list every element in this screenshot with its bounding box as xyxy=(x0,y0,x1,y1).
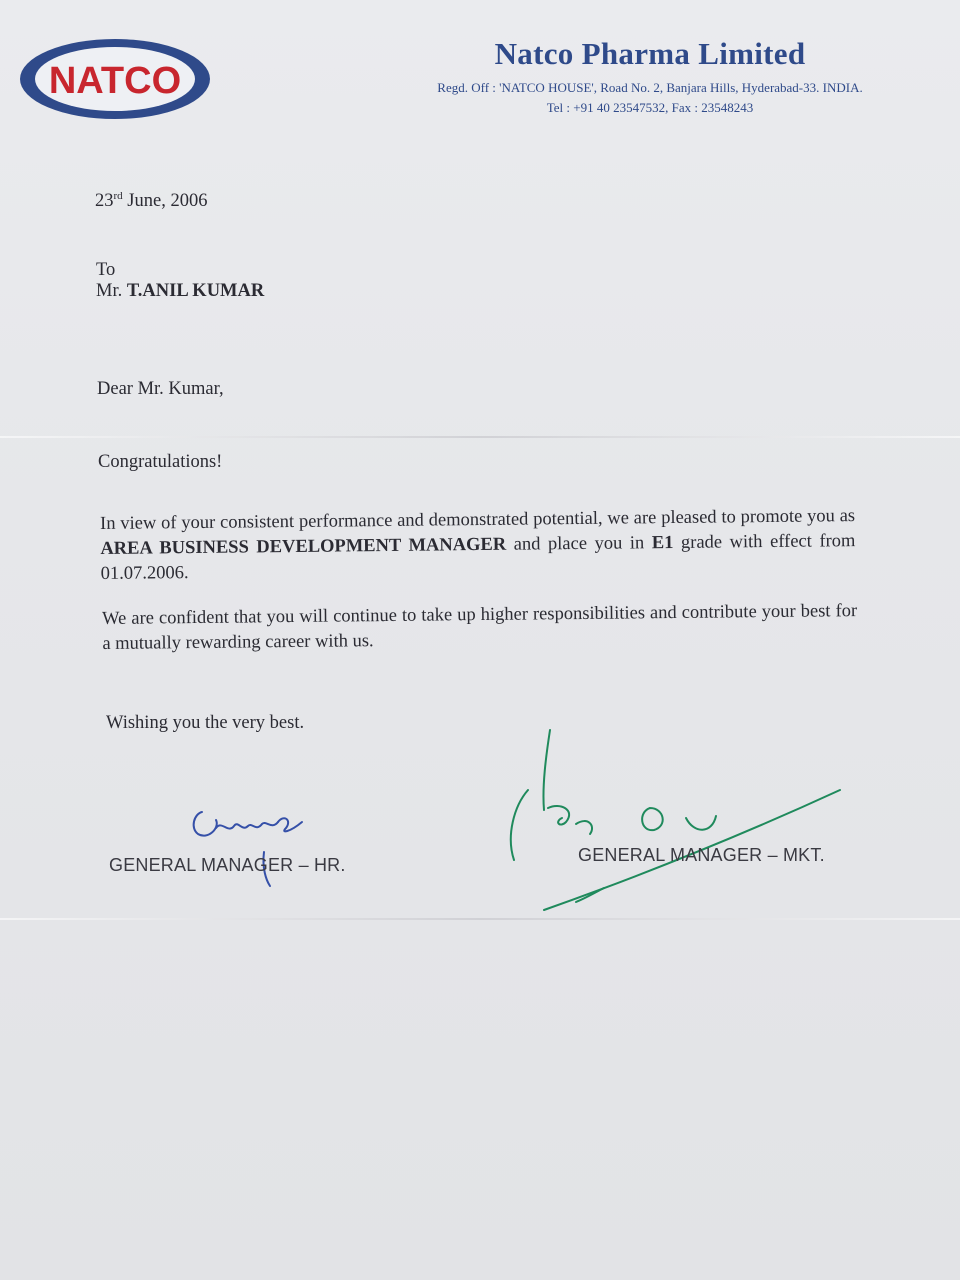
company-address: Regd. Off : 'NATCO HOUSE', Road No. 2, Banjara Hills, Hyderabad-33. INDIA. xyxy=(437,80,863,95)
confidence-paragraph: We are confident that you will continue to take up higher responsibilities and contribute your best for a mutually rewarding career with us. xyxy=(102,601,858,654)
fold-crease-lower xyxy=(0,918,960,920)
company-contact: Tel : +91 40 23547532, Fax : 23548243 xyxy=(546,100,754,115)
letterhead xyxy=(400,36,900,116)
letter-date: 23rd June, 2006 xyxy=(95,190,208,212)
logo-text: NATCO xyxy=(48,60,182,102)
natco-logo xyxy=(18,38,212,120)
fold-crease-upper xyxy=(0,436,960,438)
promotion-paragraph: In view of your consistent performance and demonstrated potential, we are pleased to promote you as AREA BUSINESS DEVELOPMENT MANAGER and place you in E1 grade with effect from 01.07.2006. xyxy=(100,506,856,584)
company-name: Natco Pharma Limited xyxy=(494,36,806,71)
closing-line: Wishing you the very best. xyxy=(106,713,305,733)
marketing-signature xyxy=(500,726,860,916)
mkt-signatory-title: GENERAL MANAGER – MKT. xyxy=(578,845,825,865)
salutation: Dear Mr. Kumar, xyxy=(97,379,224,399)
recipient-name: Mr. T.ANIL KUMAR xyxy=(96,281,265,301)
congratulations-line: Congratulations! xyxy=(98,452,223,472)
hr-signatory-title: GENERAL MANAGER – HR. xyxy=(109,855,346,875)
to-label: To xyxy=(96,260,116,280)
